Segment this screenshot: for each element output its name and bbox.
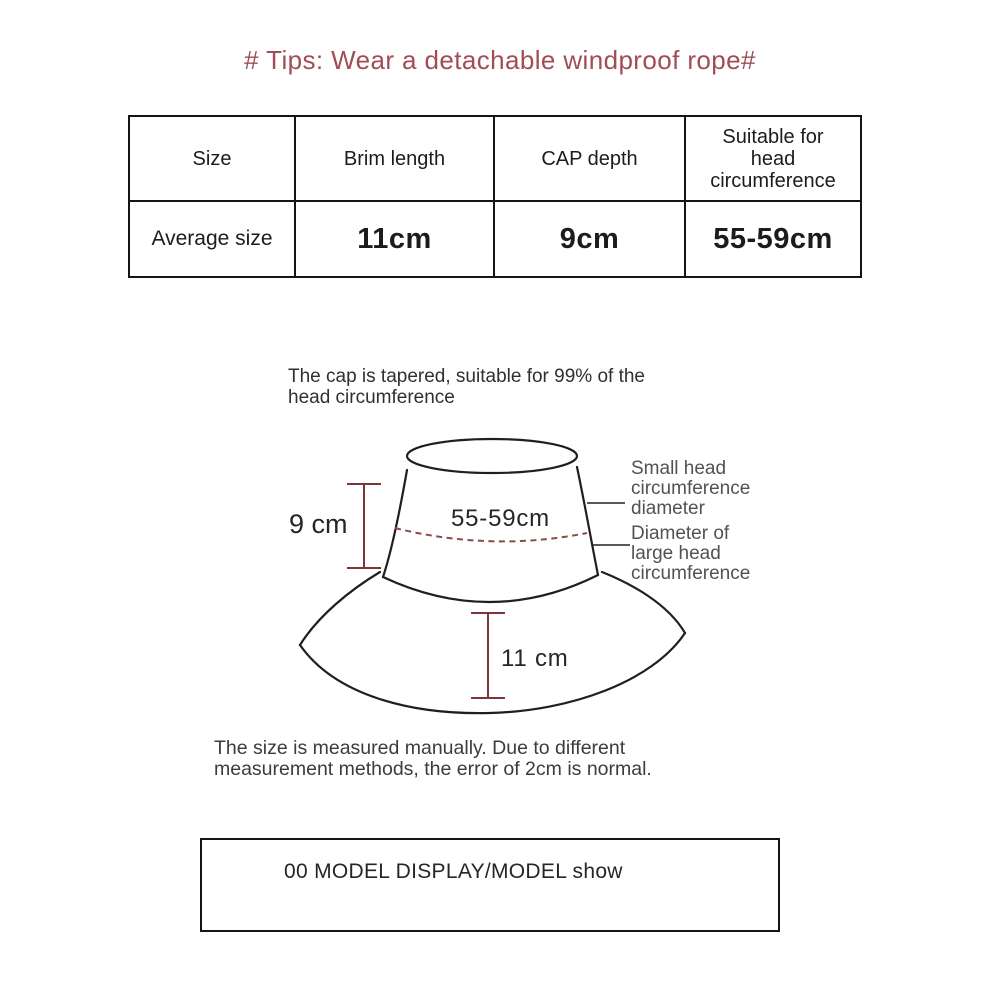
table-cell-head-circumference — [686, 202, 860, 276]
tips-title: # Tips: Wear a detachable windproof rope# — [244, 45, 756, 75]
tapered-note-line: head circumference — [288, 387, 455, 408]
leader-lines — [587, 503, 630, 545]
label-line: Diameter of — [631, 523, 730, 544]
tapered-note-line: The cap is tapered, suitable for 99% of the — [288, 366, 645, 387]
label-line: circumference — [631, 563, 751, 584]
measurement-disclaimer-line: The size is measured manually. Due to different — [214, 737, 626, 759]
cap-depth-measure-line — [347, 484, 381, 568]
diagram-cap-depth-value: 9 cm — [289, 509, 348, 539]
size-table — [128, 115, 862, 278]
table-cell-size-name — [130, 202, 296, 276]
table-header-label: Suitable for head circumference — [710, 125, 836, 192]
small-head-circumference-label — [631, 459, 750, 519]
size-name-value: Average size — [151, 227, 273, 250]
model-display-text: 00 MODEL DISPLAY/MODEL show — [284, 860, 623, 883]
table-header-label: Brim length — [343, 147, 446, 170]
cap-depth-value: 9cm — [559, 222, 620, 255]
label-line: diameter — [631, 498, 705, 519]
large-head-circumference-label — [631, 524, 750, 584]
table-header-label: CAP depth — [541, 147, 638, 170]
table-header-head-circumference — [686, 117, 860, 202]
table-cell-cap-depth — [495, 202, 686, 276]
table-header-size — [130, 117, 296, 202]
label-line: large head — [631, 543, 721, 564]
brim-length-measure-line — [471, 613, 505, 698]
measurement-disclaimer-line: measurement methods, the error of 2cm is normal. — [214, 757, 652, 780]
measurement-disclaimer — [214, 738, 652, 779]
diagram-brim-length-value: 11 cm — [501, 645, 569, 672]
model-display-box — [200, 838, 780, 932]
label-line: circumference — [631, 478, 751, 499]
table-cell-brim-length — [296, 202, 495, 276]
diagram-head-circumference-value: 55-59cm — [451, 505, 550, 532]
brim-length-value: 11cm — [357, 222, 432, 255]
hat-outline — [300, 439, 685, 713]
table-header-cap-depth — [495, 117, 686, 202]
head-circumference-value: 55-59cm — [713, 222, 833, 255]
tapered-note — [288, 366, 645, 408]
table-header-brim-length — [296, 117, 495, 202]
table-header-label: Size — [192, 147, 232, 170]
label-line: Small head — [631, 458, 727, 479]
